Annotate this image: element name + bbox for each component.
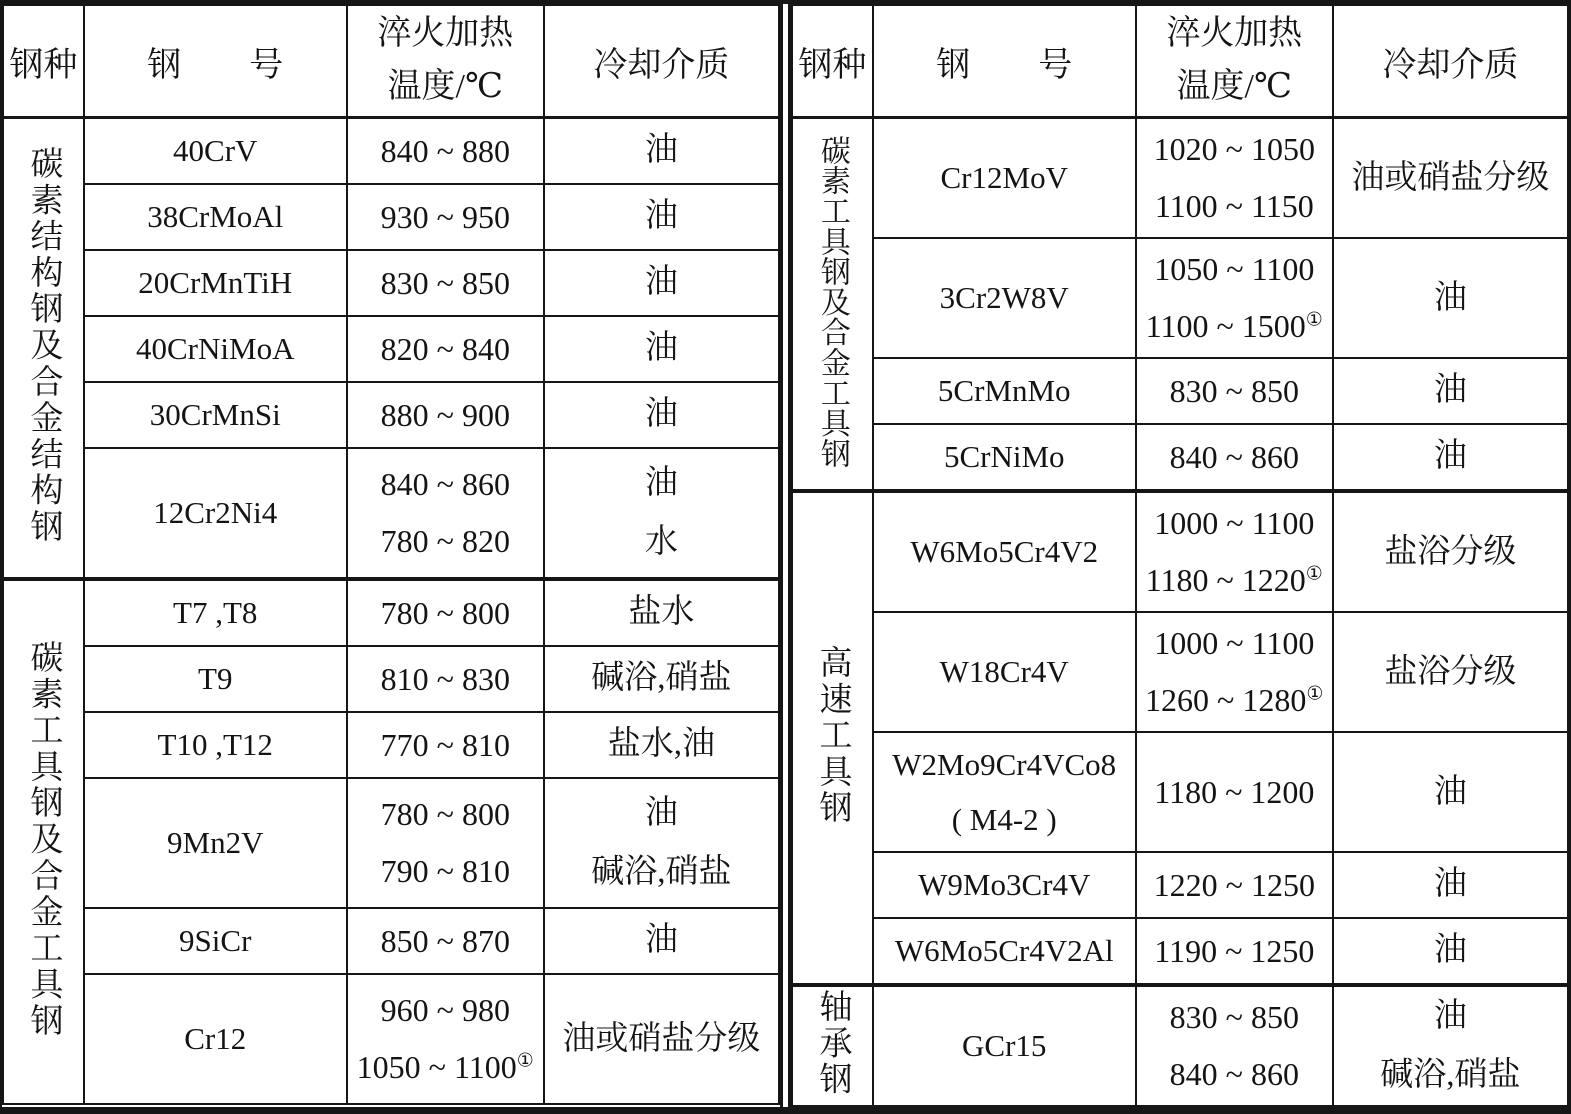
steel-grade-text: Cr12: [184, 1021, 247, 1057]
steel-grade-text: 12Cr2Ni4: [153, 495, 278, 531]
steel-grade-text: T10 ,T12: [157, 727, 273, 763]
steel-type-label: 碳素工具钢及合金工具钢: [815, 134, 849, 469]
heating-temp-cell: [1136, 985, 1333, 1106]
steel-grade-text: 38CrMoAl: [147, 199, 284, 235]
cooling-medium-text: 油或硝盐分级: [1351, 159, 1550, 196]
cooling-medium-text: 油: [644, 132, 678, 169]
heating-temp-cell: [1136, 852, 1333, 918]
steel-grade-text: T9: [198, 661, 233, 697]
header-line: 温度/℃: [387, 68, 504, 105]
table-row: [792, 358, 1568, 424]
steel-grade-text: ( M4-2 ): [951, 802, 1057, 837]
steel-grade-text: 30CrMnSi: [149, 397, 281, 433]
cooling-medium-cell: [544, 118, 779, 185]
heating-temp-text: 1050 ~ 1100: [1154, 251, 1315, 288]
heating-temp-cell: [347, 974, 544, 1104]
heating-temp-text: 1100 ~ 1500①: [1145, 308, 1323, 344]
cooling-medium-cell: [544, 184, 779, 250]
heating-temp-text: 960 ~ 980: [380, 992, 510, 1029]
cooling-medium-cell: [544, 250, 779, 316]
heating-temp-cell: [347, 448, 544, 579]
table-row: [3, 382, 779, 448]
steel-grade-text: W2Mo9Cr4VCo8: [892, 746, 1117, 782]
heating-temp-cell: [347, 250, 544, 316]
steel-type-label: 高速工具钢: [814, 644, 851, 827]
cooling-medium-text: 油: [644, 264, 678, 301]
cooling-medium-text: 碱浴,硝盐: [1380, 1057, 1521, 1093]
heating-temp-cell: [347, 646, 544, 712]
cooling-medium-cell: [544, 712, 779, 778]
table-row: [3, 316, 779, 382]
heating-temp-text: 840 ~ 880: [380, 132, 510, 169]
heating-temp-cell: [347, 712, 544, 778]
cooling-medium-cell: [544, 579, 779, 646]
steel-type-cell: [3, 579, 84, 1104]
cooling-medium-text: 油: [644, 922, 678, 959]
cooling-medium-text: 盐水,油: [607, 726, 716, 763]
heating-temp-cell: [1136, 358, 1333, 424]
header-steel-grade: 钢 号: [873, 5, 1136, 118]
footnote-mark: ①: [516, 1050, 534, 1072]
table-row: [3, 778, 779, 908]
table-row: [3, 448, 779, 579]
heating-temp-text: 820 ~ 840: [380, 330, 510, 367]
steel-grade-text: Cr12MoV: [940, 160, 1068, 196]
heating-temp-cell: [347, 118, 544, 185]
heating-temp-text: 830 ~ 850: [1169, 999, 1299, 1036]
header-cooling-medium: 冷却介质: [544, 5, 779, 118]
steel-grade-cell: [84, 646, 347, 712]
table-row: [3, 250, 779, 316]
header-steel-type: 钢种: [3, 5, 84, 118]
heating-temp-text: 1050 ~ 1100①: [356, 1049, 534, 1085]
heating-temp-text: 790 ~ 810: [380, 853, 510, 889]
steel-grade-cell: [873, 238, 1136, 358]
cooling-medium-text: 油: [1433, 866, 1467, 903]
steel-grade-text: 5CrMnMo: [937, 373, 1071, 409]
cooling-medium-cell: [1333, 852, 1568, 918]
cooling-medium-text: 油: [644, 465, 678, 502]
steel-grade-cell: [84, 184, 347, 250]
steel-grade-text: 20CrMnTiH: [138, 265, 293, 301]
steel-grade-cell: [84, 908, 347, 974]
steel-type-label: 轴承钢: [814, 989, 851, 1098]
cooling-medium-text: 油: [1433, 998, 1467, 1035]
steel-grade-text: GCr15: [962, 1028, 1047, 1064]
steel-grade-text: 3Cr2W8V: [939, 280, 1069, 316]
cooling-medium-text: 油: [644, 396, 678, 433]
heating-temp-cell: [347, 316, 544, 382]
header-steel-grade: 钢 号: [84, 5, 347, 118]
heating-temp-text: 830 ~ 850: [1169, 372, 1299, 409]
steel-type-cell: [792, 985, 873, 1106]
cooling-medium-text: 碱浴,硝盐: [591, 854, 732, 890]
steel-grade-text: W6Mo5Cr4V2Al: [894, 933, 1114, 969]
header-cooling-medium: 冷却介质: [1333, 5, 1568, 118]
cooling-medium-cell: [544, 646, 779, 712]
steel-grade-text: 40CrNiMoA: [136, 331, 295, 367]
heating-temp-text: 850 ~ 870: [380, 922, 510, 959]
steel-grade-cell: [873, 852, 1136, 918]
steel-grade-cell: [84, 778, 347, 908]
header-row: [3, 5, 779, 118]
cooling-medium-cell: [1333, 612, 1568, 732]
heating-temp-text: 780 ~ 820: [380, 523, 510, 559]
steel-grade-text: T7 ,T8: [173, 595, 258, 631]
cooling-medium-text: 盐浴分级: [1384, 533, 1517, 570]
steel-grade-text: 5CrNiMo: [943, 439, 1065, 475]
cooling-medium-cell: [1333, 358, 1568, 424]
table-row: [792, 732, 1568, 852]
heating-temp-text: 1190 ~ 1250: [1154, 932, 1315, 969]
steel-grade-cell: [84, 974, 347, 1104]
steel-grade-cell: [873, 612, 1136, 732]
heating-temp-cell: [1136, 732, 1333, 852]
steel-grade-cell: [84, 712, 347, 778]
table-row: [3, 184, 779, 250]
steel-grade-cell: [873, 491, 1136, 612]
heating-temp-text: 1260 ~ 1280①: [1145, 682, 1324, 718]
cooling-medium-cell: [544, 316, 779, 382]
cooling-medium-text: 油: [1433, 279, 1467, 316]
steel-type-cell: [3, 118, 84, 580]
heating-temp-text: 840 ~ 860: [1169, 1056, 1299, 1092]
steel-grade-text: W18Cr4V: [939, 654, 1069, 690]
cooling-medium-cell: [1333, 491, 1568, 612]
table-row: [792, 424, 1568, 491]
footnote-mark: ①: [1306, 683, 1324, 705]
steel-grade-cell: [84, 448, 347, 579]
cooling-medium-cell: [544, 382, 779, 448]
heating-temp-text: 810 ~ 830: [380, 660, 510, 697]
header-line: 淬火加热: [1166, 15, 1303, 53]
cooling-medium-text: 油: [1433, 372, 1467, 409]
steel-grade-cell: [84, 382, 347, 448]
steel-grade-cell: [84, 118, 347, 185]
steel-type-cell: [792, 491, 873, 985]
heating-temp-text: 930 ~ 950: [380, 198, 510, 235]
steel-grade-text: 9Mn2V: [167, 825, 264, 861]
steel-grade-text: 9SiCr: [179, 923, 252, 959]
cooling-medium-cell: [544, 974, 779, 1104]
cooling-medium-text: 油: [1433, 773, 1467, 810]
cooling-medium-cell: [544, 448, 779, 579]
steel-grade-text: 40CrV: [173, 133, 258, 169]
table-row: [792, 612, 1568, 732]
cooling-medium-text: 盐水: [628, 594, 695, 631]
heating-temp-cell: [347, 382, 544, 448]
heating-temp-text: 780 ~ 800: [380, 594, 510, 631]
steel-grade-cell: [84, 250, 347, 316]
table-row: [792, 238, 1568, 358]
cooling-medium-cell: [1333, 732, 1568, 852]
steel-type-label: 碳素工具钢及合金工具钢: [25, 639, 62, 1040]
cooling-medium-cell: [544, 908, 779, 974]
heating-temp-text: 840 ~ 860: [380, 466, 510, 503]
steel-grade-cell: [873, 732, 1136, 852]
table-row: [3, 118, 779, 185]
heating-temp-text: 1100 ~ 1150: [1154, 188, 1314, 224]
footnote-mark: ①: [1305, 563, 1323, 585]
cooling-medium-text: 盐浴分级: [1384, 653, 1517, 690]
header-heating-temp: [1136, 5, 1333, 118]
steel-type-cell: [792, 118, 873, 492]
table-row: [3, 712, 779, 778]
table-row: [792, 985, 1568, 1106]
steel-grade-cell: [84, 579, 347, 646]
table-row: [3, 908, 779, 974]
heating-temp-text: 770 ~ 810: [380, 726, 510, 763]
heating-temp-cell: [1136, 118, 1333, 239]
table-row: [3, 646, 779, 712]
heating-temp-cell: [1136, 424, 1333, 491]
table-row: [792, 852, 1568, 918]
steel-table-left: [2, 4, 780, 1105]
heating-temp-text: 840 ~ 860: [1169, 438, 1299, 475]
steel-grade-cell: [873, 118, 1136, 239]
cooling-medium-cell: [1333, 985, 1568, 1106]
heating-temp-text: 880 ~ 900: [380, 396, 510, 433]
steel-grade-cell: [873, 424, 1136, 491]
cooling-medium-cell: [544, 778, 779, 908]
cooling-medium-cell: [1333, 918, 1568, 985]
heating-temp-cell: [347, 579, 544, 646]
steel-grade-text: W6Mo5Cr4V2: [910, 534, 1099, 570]
cooling-medium-text: 油: [644, 198, 678, 235]
cooling-medium-text: 油: [1433, 932, 1467, 969]
heating-temp-cell: [1136, 238, 1333, 358]
table-row: [792, 118, 1568, 239]
cooling-medium-cell: [1333, 424, 1568, 491]
cooling-medium-text: 油: [644, 330, 678, 367]
table-row: [792, 918, 1568, 985]
table-left-half: [2, 4, 780, 1107]
heating-temp-text: 1180 ~ 1200: [1154, 773, 1315, 810]
heating-temp-cell: [1136, 612, 1333, 732]
steel-type-label: 碳素结构钢及合金结构钢: [25, 145, 62, 546]
heating-temp-cell: [347, 908, 544, 974]
header-steel-type: 钢种: [792, 5, 873, 118]
steel-table-right: [791, 4, 1569, 1107]
cooling-medium-text: 油: [1433, 438, 1467, 475]
heating-temp-text: 1180 ~ 1220①: [1145, 562, 1323, 598]
heating-temp-text: 780 ~ 800: [380, 796, 510, 833]
heating-temp-cell: [1136, 491, 1333, 612]
heating-temp-text: 830 ~ 850: [380, 264, 510, 301]
heating-temp-cell: [347, 778, 544, 908]
header-line: 淬火加热: [377, 15, 514, 53]
heating-temp-text: 1220 ~ 1250: [1153, 866, 1315, 903]
cooling-medium-text: 碱浴,硝盐: [591, 660, 732, 697]
header-line: 温度/℃: [1176, 68, 1293, 105]
heating-temp-text: 1020 ~ 1050: [1153, 131, 1315, 168]
table-row: [792, 491, 1568, 612]
steel-grade-text: W9Mo3Cr4V: [918, 867, 1091, 903]
table-row: [3, 579, 779, 646]
heating-temp-cell: [347, 184, 544, 250]
footnote-mark: ①: [1305, 309, 1323, 331]
cooling-medium-text: 油或硝盐分级: [562, 1020, 761, 1057]
cooling-medium-cell: [1333, 118, 1568, 239]
table-right-half: [791, 4, 1569, 1107]
cooling-medium-text: 油: [644, 795, 678, 832]
heating-temp-cell: [1136, 918, 1333, 985]
steel-grade-cell: [873, 918, 1136, 985]
steel-grade-cell: [873, 358, 1136, 424]
cooling-medium-text: 水: [644, 524, 678, 560]
cooling-medium-cell: [1333, 238, 1568, 358]
steel-grade-cell: [84, 316, 347, 382]
heating-temp-text: 1000 ~ 1100: [1154, 625, 1315, 662]
double-line-divider: [780, 4, 791, 1107]
steel-grade-cell: [873, 985, 1136, 1106]
heating-temp-text: 1000 ~ 1100: [1154, 505, 1315, 542]
table-row: [3, 974, 779, 1104]
header-heating-temp: [347, 5, 544, 118]
header-row: [792, 5, 1568, 118]
